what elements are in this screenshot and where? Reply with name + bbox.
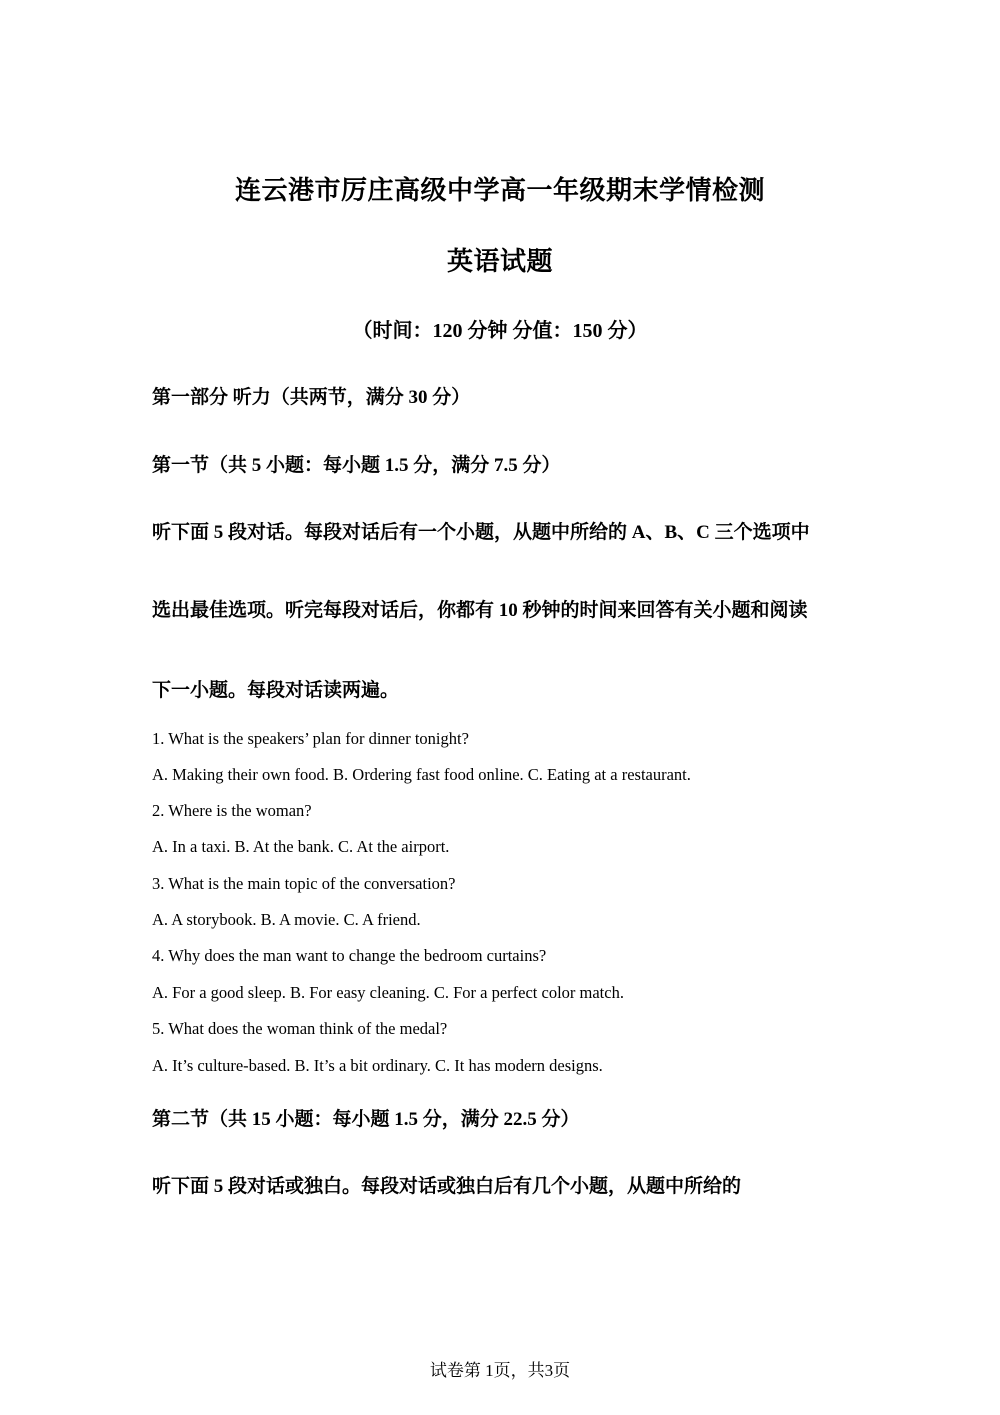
question-3: 3. What is the main topic of the conversation? [152,874,456,893]
exam-meta: （时间：120 分钟 分值：150 分） [352,320,648,342]
section1-heading: 第一节（共 5 小题：每小题 1.5 分，满分 7.5 分） [152,455,561,476]
question-1-options: A. Making their own food. B. Ordering fast food online. C. Eating at a restaurant. [152,765,691,784]
question-2-options: A. In a taxi. B. At the bank. C. At the airport. [152,837,450,856]
question-4-options: A. For a good sleep. B. For easy cleaning. C. For a perfect color match. [152,983,624,1002]
question-1: 1. What is the speakers’ plan for dinner tonight? [152,729,469,748]
question-2: 2. Where is the woman? [152,801,312,820]
section2-heading: 第二节（共 15 小题：每小题 1.5 分，满分 22.5 分） [152,1109,580,1130]
question-4: 4. Why does the man want to change the bedroom curtains? [152,946,547,965]
page-footer: 试卷第 1页，共3页 [429,1361,571,1380]
section1-instruction-line: 选出最佳选项。听完每段对话后，你都有 10 秒钟的时间来回答有关小题和阅读 [152,600,808,621]
section2-instruction-line: 听下面 5 段对话或独白。每段对话或独白后有几个小题，从题中所给的 [152,1176,742,1197]
part1-heading: 第一部分 听力（共两节，满分 30 分） [152,387,471,408]
question-3-options: A. A storybook. B. A movie. C. A friend. [152,910,421,929]
section1-instruction-line: 下一小题。每段对话读两遍。 [152,680,400,701]
exam-title: 连云港市厉庄高级中学高一年级期末学情检测 [234,176,765,206]
exam-subtitle: 英语试题 [446,247,553,277]
question-5-options: A. It’s culture-based. B. It’s a bit ordinary. C. It has modern designs. [152,1056,603,1075]
question-5: 5. What does the woman think of the medal? [152,1019,448,1038]
section1-instruction-line: 听下面 5 段对话。每段对话后有一个小题，从题中所给的 A、B、C 三个选项中 [152,522,810,543]
